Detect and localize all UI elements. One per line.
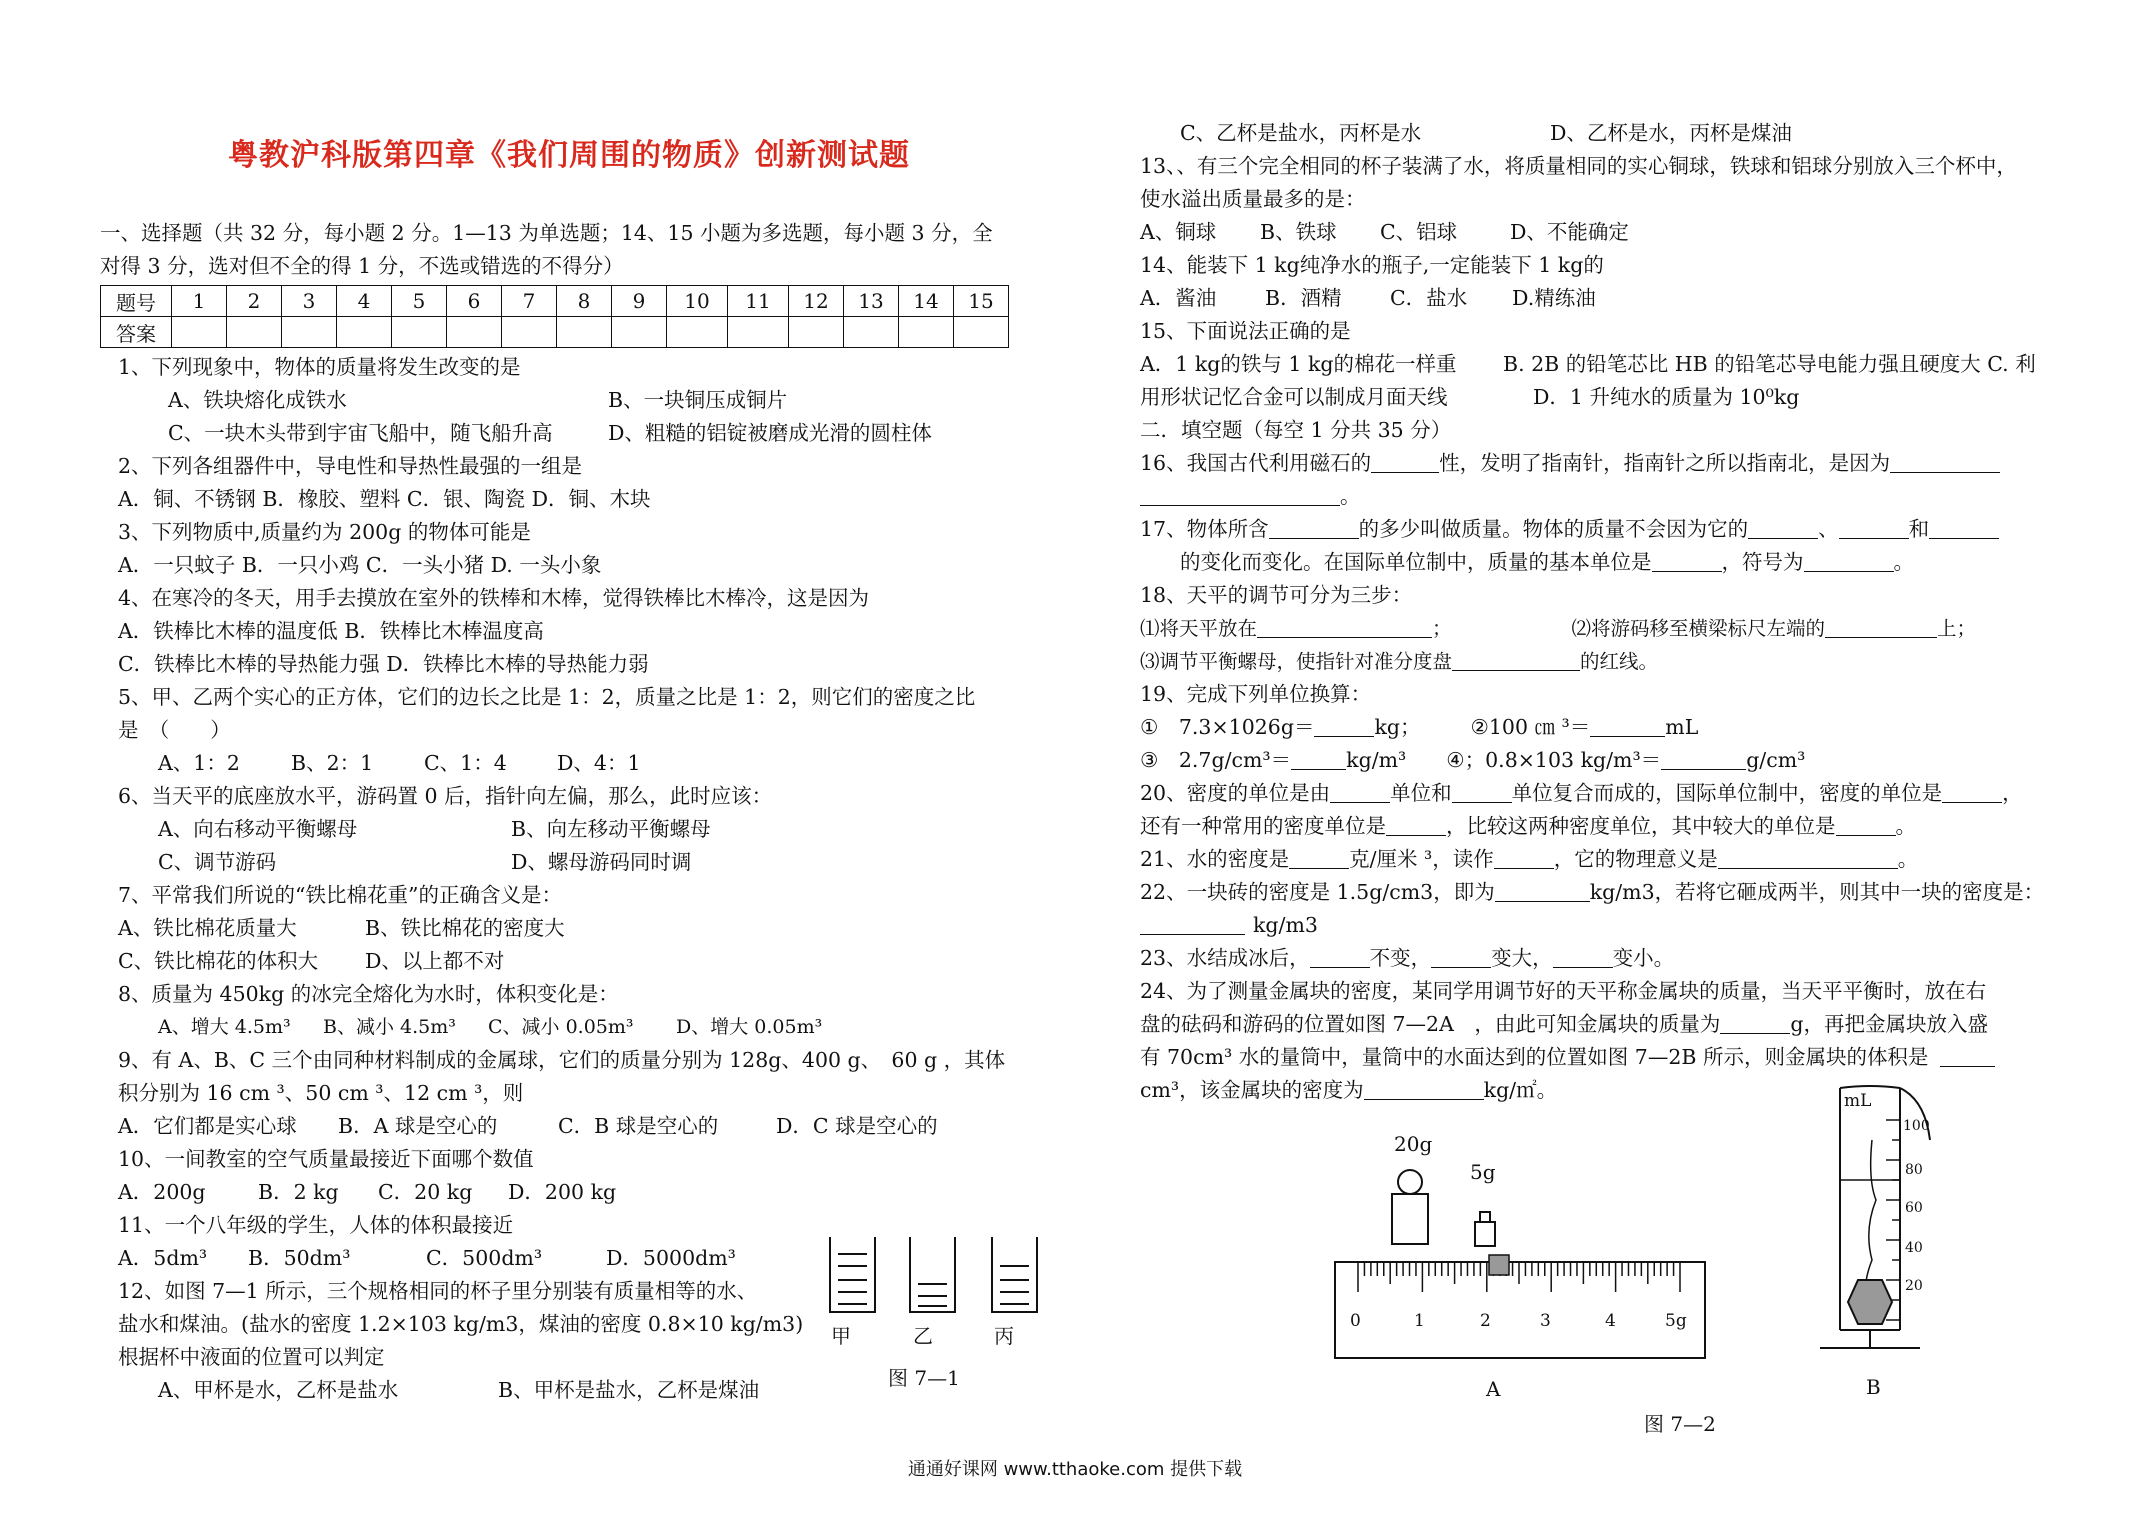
text: ⑵将游码移至横梁标尺左端的	[1571, 617, 1826, 640]
answer-table	[100, 285, 1009, 348]
option[interactable]: C、一块木头带到宇宙飞船中，随飞船升高	[168, 421, 553, 445]
cylinder-tick-label: 20	[1905, 1278, 1923, 1294]
text: ②100 ㎝ ³＝	[1470, 715, 1591, 739]
cup-yi	[910, 1237, 955, 1312]
fill-blank[interactable]	[1890, 450, 2000, 473]
option[interactable]: B．酒精	[1265, 286, 1342, 310]
rider	[1489, 1255, 1509, 1275]
text: kg；	[1374, 715, 1421, 739]
option[interactable]: B、铁比棉花的密度大	[365, 916, 565, 940]
cylinder-ticks	[1886, 1120, 1900, 1320]
cup-bing	[992, 1237, 1037, 1312]
options-row	[118, 417, 1058, 450]
question-15: 15、下面说法正确的是	[1140, 319, 1351, 343]
question-14: 14、能装下 1 kg纯净水的瓶子,一定能装下 1 kg的	[1140, 253, 1604, 277]
fill-blank[interactable]	[1836, 813, 1896, 836]
answer-cell[interactable]	[728, 317, 789, 348]
options-row	[1140, 348, 2140, 381]
option[interactable]: B、向左移动平衡螺母	[511, 817, 711, 841]
question-12: 12、如图 7—1 所示，三个规格相同的杯子里分别装有质量相等的水、	[118, 1279, 758, 1303]
question-18-step3	[1140, 645, 2140, 678]
question-number-cell: 10	[667, 286, 728, 317]
text: 单位和	[1390, 781, 1452, 805]
question-number-cell: 3	[282, 286, 337, 317]
option[interactable]: A、铜球	[1140, 220, 1217, 244]
text: kg/m3，若将它砸成两半，则其中一块的密度是：	[1589, 880, 2045, 904]
question-16	[1140, 447, 2140, 480]
answer-cell[interactable]	[789, 317, 844, 348]
fill-blank[interactable]	[1929, 516, 1999, 539]
text: ④；0.8×103 kg/m³＝	[1446, 748, 1662, 772]
option[interactable]: D、乙杯是水，丙杯是煤油	[1550, 121, 1792, 145]
question-17-cont	[1140, 546, 2140, 579]
option[interactable]: B、一块铜压成铜片	[608, 388, 788, 412]
option[interactable]: B．2 kg	[258, 1180, 339, 1204]
question-number-cell: 12	[789, 286, 844, 317]
option[interactable]: C、1：4	[424, 751, 507, 775]
page-title: 粤教沪科版第四章《我们周围的物质》创新测试题	[228, 138, 910, 173]
text: 的多少叫做质量。物体的质量不会因为它的	[1358, 517, 1749, 541]
fill-blank[interactable]	[1291, 747, 1346, 770]
fill-blank[interactable]	[1386, 813, 1446, 836]
text: ⑴将天平放在	[1140, 617, 1258, 640]
option[interactable]: D．5000dm³	[606, 1246, 736, 1270]
left-column	[100, 217, 1040, 283]
question-24: 24、为了测量金属块的密度，某同学用调节好的天平称金属块的质量，当天平平衡时，放在右	[1140, 979, 1987, 1003]
question-19-row1	[1140, 711, 2140, 744]
text: 。	[1897, 847, 1919, 871]
question-24-cont	[1140, 1074, 2140, 1107]
fill-blank[interactable]	[1431, 945, 1491, 968]
fill-blank[interactable]	[1494, 846, 1554, 869]
option[interactable]: D、以上都不对	[365, 949, 505, 973]
ruler-tick-label: 3	[1540, 1311, 1551, 1331]
weight-5g	[1475, 1212, 1495, 1246]
fill-blank[interactable]	[1942, 780, 2002, 803]
ruler-tick-label: 5g	[1665, 1311, 1687, 1331]
text: 20、密度的单位是由	[1140, 781, 1331, 805]
options-row	[118, 747, 1058, 780]
question-5-cont: 是 （ ）	[118, 718, 231, 742]
option[interactable]: B、铁球	[1260, 220, 1337, 244]
text: 的红线。	[1580, 650, 1659, 673]
option[interactable]: A．酱油	[1140, 286, 1217, 310]
question-2: 2、下列各组器件中，导电性和导热性最强的一组是	[118, 454, 583, 478]
question-number-cell: 1	[172, 286, 227, 317]
fill-blank[interactable]	[1590, 714, 1665, 737]
section2-header: 二．填空题（每空 1 分共 35 分）	[1140, 418, 1452, 442]
question-number-cell: 13	[844, 286, 899, 317]
question-19: 19、完成下列单位换算：	[1140, 682, 1372, 706]
option[interactable]: C、铁比棉花的体积大	[118, 949, 319, 973]
fill-blank[interactable]	[1140, 483, 1340, 506]
text: 克/厘米 ³，读作	[1349, 847, 1494, 871]
cup-jia	[830, 1237, 875, 1312]
question-18: 18、天平的调节可分为三步：	[1140, 583, 1413, 607]
option[interactable]: C、减小 0.05m³	[488, 1016, 634, 1038]
fill-blank[interactable]	[1289, 846, 1349, 869]
fill-blank[interactable]	[1718, 846, 1898, 869]
text: 16、我国古代利用磁石的	[1140, 451, 1372, 475]
fill-blank[interactable]	[1553, 945, 1613, 968]
option[interactable]: A、增大 4.5m³	[158, 1016, 291, 1038]
option[interactable]: C．500dm³	[426, 1246, 543, 1270]
fill-blank[interactable]	[1839, 516, 1909, 539]
question-13: 13、、有三个完全相同的杯子装满了水，将质量相同的实心铜球，铁球和铝球分别放入三个杯中，	[1140, 154, 2017, 178]
fill-blank[interactable]	[1652, 549, 1722, 572]
option[interactable]: D．200 kg	[508, 1180, 617, 1204]
text: ，符号为	[1721, 550, 1804, 574]
option[interactable]: D、4：1	[557, 751, 641, 775]
fill-blank[interactable]	[1330, 780, 1390, 803]
option[interactable]: D.精练油	[1512, 286, 1596, 310]
option[interactable]: D、增大 0.05m³	[676, 1016, 823, 1038]
text: 。	[1893, 550, 1914, 574]
section1-header-cont: 对得 3 分，选对但不全的得 1 分，不选或错选的不得分）	[100, 254, 624, 278]
text: 的变化而变化。在国际单位制中，质量的基本单位是	[1180, 550, 1652, 574]
option[interactable]: A．5dm³	[118, 1246, 208, 1270]
question-5: 5、甲、乙两个实心的正方体，它们的边长之比是 1：2，质量之比是 1：2，则它们的密度之比	[118, 685, 976, 709]
question-number-cell: 7	[502, 286, 557, 317]
weight-20g	[1392, 1170, 1428, 1244]
text: ① 7.3×1026g＝	[1140, 715, 1315, 739]
option[interactable]: C．20 kg	[378, 1180, 473, 1204]
question-number-cell: 14	[899, 286, 954, 317]
options-row	[1140, 216, 2140, 249]
option[interactable]: A、铁块熔化成铁水	[168, 388, 347, 412]
text: 不变，	[1369, 946, 1432, 970]
fill-blank[interactable]	[1495, 879, 1590, 902]
text: 22、一块砖的密度是 1.5g/cm3，即为	[1140, 880, 1495, 904]
answer-cell[interactable]	[502, 317, 557, 348]
answer-table-row-numbers	[101, 286, 1009, 317]
question-24-cont	[1140, 1008, 2140, 1041]
option[interactable]: 用形状记忆合金可以制成月面天线	[1140, 385, 1448, 409]
question-20-cont	[1140, 810, 2140, 843]
cup-label: 甲	[831, 1324, 851, 1348]
answer-cell[interactable]	[172, 317, 227, 348]
option[interactable]: C．B 球是空心的	[558, 1114, 719, 1138]
weight-label: 20g	[1394, 1132, 1433, 1156]
option[interactable]: B．A 球是空心的	[338, 1114, 498, 1138]
question-22	[1140, 876, 2140, 909]
cylinder-tick-label: 100	[1903, 1118, 1930, 1134]
fill-blank[interactable]	[1452, 648, 1580, 671]
options-row	[118, 813, 1058, 846]
option[interactable]: B. 2B 的铅笔芯比 HB 的铅笔芯导电能力强且硬度大 C. 利	[1503, 352, 2036, 376]
question-1: 1、下列现象中，物体的质量将发生改变的是	[118, 355, 521, 379]
option[interactable]: A、甲杯是水，乙杯是盐水	[158, 1378, 399, 1402]
answer-table-row-answers	[101, 317, 1009, 348]
question-number-cell: 5	[392, 286, 447, 317]
text: g，再把金属块放入盛	[1790, 1012, 1989, 1036]
question-23	[1140, 942, 2140, 975]
text: 上；	[1937, 617, 1977, 640]
question-7: 7、平常我们所说的“铁比棉花重”的正确含义是：	[118, 883, 563, 907]
option[interactable]: A、1：2	[158, 751, 240, 775]
options-row	[1140, 381, 2140, 414]
answer-cell[interactable]	[612, 317, 667, 348]
fill-blank[interactable]	[1940, 1044, 1995, 1067]
options-row[interactable]: A．一只蚊子 B．一只小鸡 C．一头小猪 D. 一头小象	[118, 553, 602, 577]
question-9-cont: 积分别为 16 cm ³、50 cm ³、12 cm ³，则	[118, 1081, 524, 1105]
fill-blank[interactable]	[1720, 1011, 1790, 1034]
text: 变小。	[1612, 946, 1675, 970]
question-6: 6、当天平的底座放水平，游码置 0 后，指针向左偏，那么，此时应该：	[118, 784, 773, 808]
options-row	[118, 1110, 1058, 1143]
question-12-cont: 根据杯中液面的位置可以判定	[118, 1345, 385, 1369]
fill-blank[interactable]	[1310, 945, 1370, 968]
text: kg/m³	[1346, 748, 1407, 772]
fill-blank[interactable]	[1257, 615, 1432, 638]
text: ，比较这两种密度单位，其中较大的单位是	[1446, 814, 1836, 838]
options-row	[118, 1011, 1058, 1044]
figure-7-2b	[1800, 1080, 1980, 1360]
figure-label-b: B	[1866, 1375, 1881, 1399]
question-number-cell: 8	[557, 286, 612, 317]
question-11: 11、一个八年级的学生，人体的体积最接近	[118, 1213, 514, 1237]
figure-caption: 图 7—2	[1644, 1412, 1716, 1436]
option[interactable]: D．1 升纯水的质量为 10⁰kg	[1533, 385, 1800, 409]
options-row	[118, 1176, 1058, 1209]
option[interactable]: A．200g	[118, 1180, 206, 1204]
ruler-tick-label: 4	[1605, 1311, 1616, 1331]
question-20	[1140, 777, 2140, 810]
text: 17、物体所含	[1140, 517, 1269, 541]
option[interactable]: C、调节游码	[158, 850, 277, 874]
question-18-step12	[1140, 612, 2140, 645]
option[interactable]: D．C 球是空心的	[776, 1114, 938, 1138]
figure-7-2a	[1330, 1160, 1710, 1360]
text: 。	[1340, 484, 1361, 508]
question-8: 8、质量为 450kg 的冰完全熔化为水时，体积变化是：	[118, 982, 619, 1006]
text: 21、水的密度是	[1140, 847, 1290, 871]
right-column	[1140, 117, 2140, 1107]
ruler-ticks	[1358, 1262, 1680, 1292]
fill-blank[interactable]	[1269, 516, 1359, 539]
question-19-row2	[1140, 744, 2140, 777]
figure-7-1	[820, 1232, 1060, 1352]
answer-cell[interactable]	[954, 317, 1009, 348]
options-row	[118, 846, 1058, 879]
option[interactable]: D、粗糙的铝锭被磨成光滑的圆柱体	[608, 421, 932, 445]
text: 23、水结成冰后，	[1140, 946, 1310, 970]
text: 、	[1818, 517, 1839, 541]
footer: 通通好课网 www.tthaoke.com 提供下载	[907, 1459, 1243, 1480]
cup-label: 丙	[994, 1324, 1014, 1348]
option[interactable]: D、不能确定	[1510, 220, 1629, 244]
fill-blank[interactable]	[1364, 1077, 1484, 1100]
options-row[interactable]: A．铁棒比木棒的温度低 B．铁棒比木棒温度高	[118, 619, 544, 643]
text: cm³，该金属块的密度为	[1140, 1078, 1364, 1102]
answer-cell[interactable]	[557, 317, 612, 348]
question-24-cont	[1140, 1041, 2140, 1074]
option[interactable]: B、减小 4.5m³	[323, 1016, 456, 1038]
fill-blank[interactable]	[1371, 450, 1439, 473]
cup-label: 乙	[913, 1324, 933, 1348]
ruler-tick-label: 1	[1414, 1311, 1425, 1331]
options-row	[118, 384, 1058, 417]
text: kg/m3	[1253, 913, 1318, 937]
option[interactable]: A、向右移动平衡螺母	[158, 817, 358, 841]
text: g/cm³	[1746, 748, 1806, 772]
text: 性，发明了指南针，指南针之所以指南北，是因为	[1439, 451, 1891, 475]
text: mL	[1665, 715, 1699, 739]
option[interactable]: A．它们都是实心球	[118, 1114, 297, 1138]
question-number-cell: 9	[612, 286, 667, 317]
question-13-cont: 使水溢出质量最多的是：	[1140, 187, 1366, 211]
text: ，它的物理意义是	[1553, 847, 1718, 871]
answer-cell[interactable]	[844, 317, 899, 348]
option[interactable]: C．盐水	[1390, 286, 1468, 310]
option[interactable]: B．50dm³	[248, 1246, 351, 1270]
text: 盘的砝码和游码的位置如图 7—2A ，由此可知金属块的质量为	[1140, 1012, 1721, 1036]
option[interactable]: D、螺母游码同时调	[511, 850, 692, 874]
table-header-cell: 题号	[101, 286, 172, 317]
text: 和	[1908, 517, 1930, 541]
option[interactable]: A．1 kg的铁与 1 kg的棉花一样重	[1140, 352, 1457, 376]
question-number-cell: 6	[447, 286, 502, 317]
text: 变大，	[1491, 946, 1553, 970]
cylinder-tick-label: 40	[1905, 1240, 1923, 1256]
fill-blank[interactable]	[1452, 780, 1512, 803]
text: 还有一种常用的密度单位是	[1140, 814, 1386, 838]
question-number-cell: 15	[954, 286, 1009, 317]
cylinder-unit: mL	[1844, 1091, 1872, 1111]
question-number-cell: 2	[227, 286, 282, 317]
fill-blank[interactable]	[1825, 615, 1937, 638]
section1-header: 一、选择题（共 32 分，每小题 2 分。1—13 为单选题；14、15 小题为多选题，每小题 3 分，全	[100, 221, 993, 245]
fill-blank[interactable]	[1661, 747, 1746, 770]
text: kg/㎡。	[1483, 1078, 1558, 1102]
figure-caption: 图 7—1	[888, 1366, 960, 1390]
fill-blank[interactable]	[1804, 549, 1894, 572]
question-21	[1140, 843, 2140, 876]
answer-cell[interactable]	[337, 317, 392, 348]
text: ，	[2002, 781, 2023, 805]
text: ③ 2.7g/cm³＝	[1140, 748, 1292, 772]
table-header-cell: 答案	[101, 317, 172, 348]
text: 有 70cm³ 水的量筒中，量筒中的水面达到的位置如图 7—2B 所示，则金属块的体积是	[1140, 1045, 1929, 1069]
answer-cell[interactable]	[227, 317, 282, 348]
ruler-tick-label: 2	[1480, 1311, 1491, 1331]
answer-cell[interactable]	[899, 317, 954, 348]
fill-blank[interactable]	[1748, 516, 1818, 539]
question-17	[1140, 513, 2140, 546]
cylinder-tick-label: 60	[1905, 1200, 1923, 1216]
option[interactable]: A、铁比棉花质量大	[118, 916, 297, 940]
answer-cell[interactable]	[282, 317, 337, 348]
fill-blank[interactable]	[1314, 714, 1374, 737]
text: 。	[1895, 814, 1916, 838]
text: 单位复合而成的，国际单位制中，密度的单位是	[1511, 781, 1943, 805]
text: ⑶调节平衡螺母，使指针对准分度盘	[1140, 650, 1453, 673]
option[interactable]: B、甲杯是盐水，乙杯是煤油	[498, 1378, 760, 1402]
option[interactable]: C、乙杯是盐水，丙杯是水	[1180, 121, 1422, 145]
options-row[interactable]: C．铁棒比木棒的导热能力强 D．铁棒比木棒的导热能力弱	[118, 652, 649, 676]
question-22-cont	[1140, 909, 2140, 942]
options-row	[118, 945, 1058, 978]
options-row[interactable]: A．铜、不锈钢 B．橡胶、塑料 C．银、陶瓷 D．铜、木块	[118, 487, 651, 511]
options-row	[118, 912, 1058, 945]
option[interactable]: B、2：1	[291, 751, 374, 775]
question-3: 3、下列物质中,质量约为 200g 的物体可能是	[118, 520, 531, 544]
answer-cell[interactable]	[392, 317, 447, 348]
metal-block	[1848, 1280, 1892, 1324]
options-row	[1140, 282, 2140, 315]
answer-cell[interactable]	[667, 317, 728, 348]
ruler-tick-label: 0	[1350, 1311, 1361, 1331]
cylinder-tick-label: 80	[1905, 1162, 1923, 1178]
option[interactable]: C、铝球	[1380, 220, 1458, 244]
question-12-cont: 盐水和煤油。(盐水的密度 1.2×103 kg/m3，煤油的密度 0.8×10 kg/m3)	[118, 1312, 804, 1336]
text: ；	[1432, 617, 1452, 640]
fill-blank[interactable]	[1140, 912, 1245, 935]
options-row	[1140, 117, 2140, 150]
question-4: 4、在寒冷的冬天，用手去摸放在室外的铁棒和木棒，觉得铁棒比木棒冷，这是因为	[118, 586, 870, 610]
question-9: 9、有 A、B、C 三个由同种材料制成的金属球，它们的质量分别为 128g、400 g、 60 g ，其体	[118, 1048, 1006, 1072]
answer-cell[interactable]	[447, 317, 502, 348]
question-16-cont	[1140, 480, 2140, 513]
figure-label-a: A	[1486, 1377, 1501, 1401]
question-number-cell: 4	[337, 286, 392, 317]
weight-label: 5g	[1470, 1160, 1496, 1184]
question-number-cell: 11	[728, 286, 789, 317]
question-10: 10、一间教室的空气质量最接近下面哪个数值	[118, 1147, 534, 1171]
